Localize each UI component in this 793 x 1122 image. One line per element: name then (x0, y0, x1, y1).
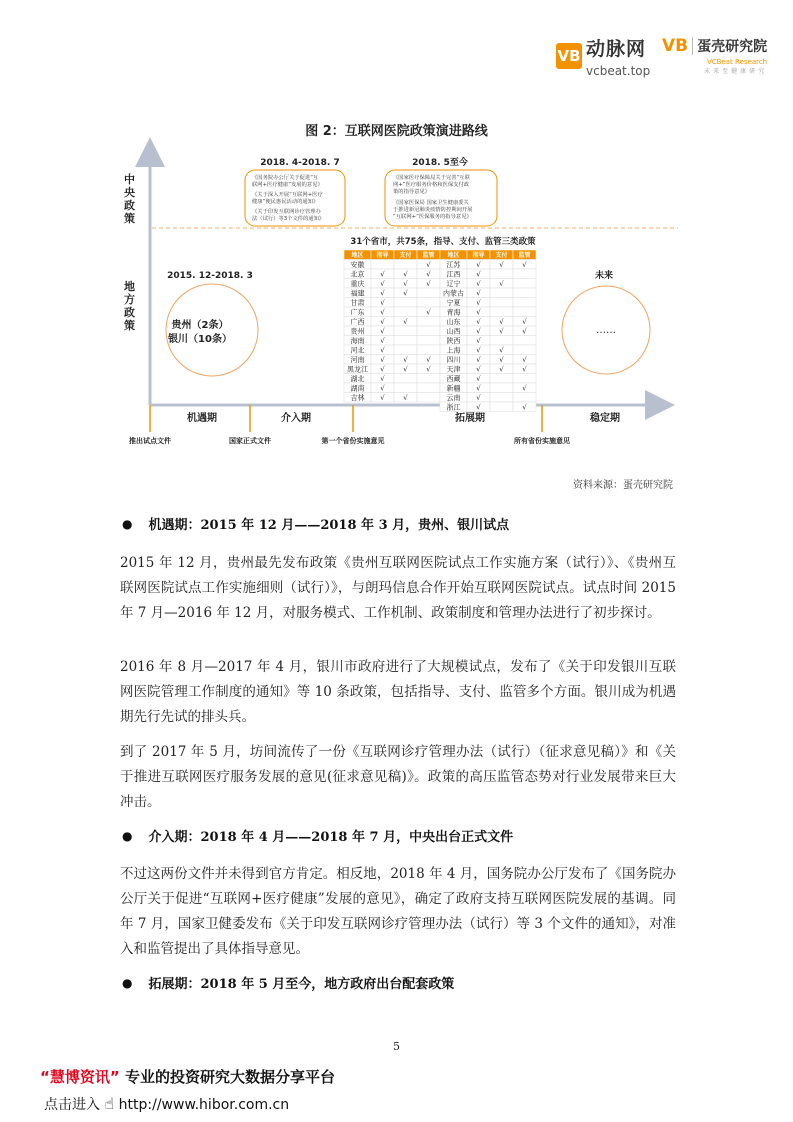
milestone-label-2: 国家正式文件 (229, 437, 271, 445)
future-label: 未来 (594, 271, 614, 281)
bullet-icon: ● (122, 975, 133, 990)
table-check: √ (403, 356, 408, 364)
vcbeat-research-sub: VCBeat Research (706, 58, 768, 66)
table-check: √ (499, 261, 504, 269)
table-region: 宁夏 (446, 299, 461, 307)
table-region: 湖北 (350, 375, 365, 383)
table-cell (371, 260, 394, 270)
table-cell (490, 298, 513, 308)
footer-ad-text: 专业的投资研究大数据分享平台 (124, 1068, 335, 1086)
footer-link-prefix: 点击进入 (44, 1097, 100, 1113)
table-check: √ (522, 356, 527, 364)
table-check: √ (476, 346, 481, 355)
table-check: √ (426, 308, 431, 317)
section-heading-2 (120, 826, 513, 845)
table-check: √ (499, 280, 504, 288)
table-region: 广西 (350, 318, 365, 326)
table-cell (417, 345, 440, 355)
table-cell (490, 269, 513, 279)
bullet-icon: ● (122, 516, 133, 531)
milestone-label-1: 推出试点文件 (129, 437, 171, 445)
period-label-1: 机遇期 (187, 413, 217, 424)
paragraph-2: 2016 年 8 月—2017 年 4 月，银川市政府进行了大规模试点，发布了《关于印发银川互联网医院管理工作制度的通知》等 10 条政策，包括指导、支付、监管多个方面。银川成为机遇期先行先试的排头兵。 (120, 659, 676, 725)
table-cell (394, 260, 417, 270)
table-check: √ (380, 365, 385, 374)
table-region: 湖南 (350, 384, 365, 393)
table-check: √ (476, 337, 481, 345)
table-region: 内蒙古 (443, 289, 464, 298)
section-heading-2-text: 介入期：2018 年 4 月——2018 年 7 月，中央出台正式文件 (148, 830, 514, 845)
table-check: √ (499, 356, 504, 364)
table-region: 西藏 (446, 375, 461, 383)
table-region: 甘肃 (350, 299, 365, 307)
table-cell (394, 298, 417, 308)
table-check: √ (380, 384, 385, 393)
table-check: √ (380, 356, 385, 364)
table-check: √ (380, 280, 385, 288)
vcbeat-research-mark: VB (662, 36, 689, 56)
box1-text: 《国务院办公厅关于促进“互 联网+医疗健康”发展的意见》 《关于深入开展“互联网+医疗 健康”便民惠民活动的通知》 《关于印发互联网诊疗管理办 法（试行）等3个文件的通知》 (252, 175, 325, 222)
table-cell (394, 374, 417, 384)
footer-ad-brand: “慧博资讯” (40, 1068, 120, 1086)
table-header-label: 支付 (399, 252, 412, 259)
table-check: √ (499, 327, 504, 336)
table-check: √ (522, 261, 527, 269)
table-check: √ (380, 318, 385, 326)
table-cell (417, 288, 440, 298)
table-header-label: 指导 (376, 252, 389, 259)
table-check: √ (380, 270, 385, 279)
table-check: √ (499, 318, 504, 326)
trial-line-1: 贵州（2条） (171, 320, 229, 331)
table-check: √ (476, 384, 481, 393)
table-cell (490, 402, 513, 412)
table-header-label: 支付 (495, 252, 508, 259)
table-cell (394, 383, 417, 393)
table-check: √ (426, 270, 431, 279)
table-check: √ (380, 375, 385, 383)
milestone-label-4: 所有省份实施意见 (514, 437, 570, 445)
table-cell (513, 374, 536, 384)
table-region: 四川 (446, 356, 461, 364)
table-cell (417, 393, 440, 403)
table-region: 新疆 (446, 384, 461, 393)
table-check: √ (476, 299, 481, 307)
table-check: √ (380, 337, 385, 345)
table-header-label: 监管 (518, 252, 531, 259)
table-cell (394, 345, 417, 355)
table-cell (513, 336, 536, 346)
paragraph-4: 不过这两份文件并未得到官方肯定。相反地，2018 年 4 月，国务院办公厅发布了《国务院办公厅关于促进“互联网+医疗健康”发展的意见》，确定了政府支持互联网医院发展的基调。同年 7 月，国家卫健委发布《关于印发互联网诊疗管理办法（试行）等 3 个文件的通知》，对准入和监管提出了具体指导意见。 (120, 866, 676, 957)
table-cell (394, 326, 417, 336)
table-cell (513, 279, 536, 289)
table-check: √ (522, 365, 527, 374)
province-policy-table (344, 250, 536, 412)
y-label-central: 中央政策 (124, 173, 135, 225)
table-header-label: 监管 (422, 252, 435, 259)
table-cell (513, 298, 536, 308)
table-region: 云南 (446, 394, 461, 402)
table-check: √ (380, 394, 385, 402)
table-cell (417, 326, 440, 336)
table-region: 江苏 (446, 261, 461, 269)
table-header-label: 指导 (472, 252, 485, 259)
hibor-link[interactable]: http://www.hibor.com.cn (118, 1097, 290, 1113)
table-region: 黑龙江 (347, 365, 368, 374)
table-cell (490, 383, 513, 393)
table-check: √ (476, 356, 481, 364)
table-cell (417, 374, 440, 384)
table-check: √ (476, 308, 481, 317)
table-cell (490, 307, 513, 317)
table-cell (394, 336, 417, 346)
table-cell (513, 288, 536, 298)
table-check: √ (426, 356, 431, 364)
table-check: √ (522, 327, 527, 336)
table-check: √ (476, 261, 481, 269)
table-check: √ (426, 365, 431, 374)
table-region: 北京 (350, 270, 365, 279)
table-cell (417, 298, 440, 308)
table-check: √ (426, 261, 431, 269)
box2-date: 2018. 5至今 (412, 158, 468, 168)
footer-ad (40, 1066, 335, 1087)
table-cell (490, 288, 513, 298)
table-cell (417, 317, 440, 327)
vcbeat-research-name: 蛋壳研究院 (697, 39, 768, 55)
table-cell (513, 345, 536, 355)
table-cell (394, 307, 417, 317)
table-check: √ (522, 403, 527, 412)
table-region: 山东 (446, 318, 461, 326)
table-cell (513, 269, 536, 279)
vcbeat-logo-name: 动脉网 (586, 38, 647, 60)
table-region: 上海 (446, 346, 461, 355)
table-check: √ (380, 289, 385, 298)
table-check: √ (403, 270, 408, 279)
table-cell (490, 393, 513, 403)
table-check: √ (499, 346, 504, 355)
section-heading-1 (120, 514, 509, 533)
figure-source: 资料来源：蛋壳研究院 (573, 480, 673, 491)
table-check: √ (403, 318, 408, 326)
table-check: √ (403, 365, 408, 374)
table-region: 重庆 (350, 280, 365, 288)
bullet-icon: ● (122, 828, 133, 843)
milestone-label-3: 第一个省份实施意见 (321, 437, 385, 445)
table-region: 天津 (446, 365, 461, 374)
table-region: 贵州 (350, 327, 365, 336)
table-check: √ (380, 327, 385, 336)
table-region: 浙江 (446, 403, 461, 412)
table-region: 广东 (350, 308, 365, 317)
table-check: √ (522, 384, 527, 393)
table-region: 江西 (446, 270, 461, 279)
table-cell (417, 383, 440, 393)
table-header-label: 地区 (447, 252, 460, 259)
trial-date: 2015. 12-2018. 3 (167, 271, 253, 281)
table-region: 青海 (446, 308, 461, 317)
period-label-3: 拓展期 (455, 413, 485, 424)
paragraph-3: 到了 2017 年 5 月，坊间流传了一份《互联网诊疗管理办法（试行）（征求意见稿）》和《关于推进互联网医疗服务发展的意见(征求意见稿)》。政策的高压监管态势对行业发展带来巨大冲击。 (120, 744, 676, 810)
vcbeat-logo-url: vcbeat.top (586, 64, 651, 78)
table-check: √ (426, 280, 431, 288)
table-cell (417, 336, 440, 346)
paragraph-1: 2015 年 12 月，贵州最先发布政策《贵州互联网医院试点工作实施方案（试行）》、《贵州互联网医院试点工作实施细则（试行）》，与朗玛信息合作开始互联网医院试点。试点时间 2015 年 7 月—2016 年 12 月，对服务模式、工作机制、政策制度和管理办法进行了初步探讨。 (120, 555, 676, 621)
table-check: √ (522, 318, 527, 326)
table-cell (490, 374, 513, 384)
table-check: √ (380, 346, 385, 355)
table-cell (513, 393, 536, 403)
table-check: √ (403, 280, 408, 288)
table-header-label: 地区 (351, 252, 364, 259)
box1-date: 2018. 4-2018. 7 (260, 158, 340, 168)
section-heading-3 (120, 973, 454, 992)
table-check: √ (476, 375, 481, 383)
section-heading-3-text: 拓展期：2018 年 5 月至今，地方政府出台配套政策 (148, 977, 455, 992)
table-check: √ (476, 327, 481, 336)
y-label-local: 地方政策 (124, 280, 135, 332)
footer-link-line (44, 1094, 289, 1114)
table-region: 辽宁 (446, 280, 461, 288)
table-check: √ (403, 289, 408, 298)
table-cell (513, 307, 536, 317)
table-check: √ (476, 270, 481, 279)
period-label-2: 介入期 (281, 413, 311, 424)
future-dots: …… (596, 325, 616, 336)
table-check: √ (380, 299, 385, 307)
period-label-4: 稳定期 (590, 413, 620, 424)
table-check: √ (476, 280, 481, 288)
table-check: √ (476, 365, 481, 374)
table-region: 海南 (350, 337, 365, 345)
table-check: √ (476, 318, 481, 326)
table-cell (490, 336, 513, 346)
table-region: 河北 (350, 346, 365, 355)
page-number: 5 (393, 1040, 400, 1053)
figure-title: 图 2：互联网医院政策演进路线 (305, 124, 488, 139)
table-title: 31个省市，共75条，指导、支付、监管三类政策 (350, 237, 536, 247)
table-region: 福建 (350, 289, 365, 298)
table-check: √ (499, 365, 504, 374)
vcbeat-research-sub2: 未来至健康研究 (704, 68, 768, 75)
table-region: 安徽 (350, 261, 365, 269)
vcbeat-logo-mark: VB (556, 43, 582, 69)
hand-pointer-icon: ☝ (104, 1094, 115, 1113)
table-check: √ (476, 403, 481, 412)
trial-line-2: 银川（10条） (168, 334, 232, 345)
policy-evolution-diagram (0, 0, 793, 470)
table-region: 吉林 (350, 394, 365, 402)
table-region: 陕西 (446, 337, 461, 345)
table-region: 河南 (350, 356, 365, 364)
table-check: √ (403, 394, 408, 402)
table-check: √ (380, 308, 385, 317)
table-region: 山西 (446, 327, 461, 336)
table-check: √ (476, 394, 481, 402)
section-heading-1-text: 机遇期：2015 年 12 月——2018 年 3 月，贵州、银川试点 (148, 518, 510, 533)
table-check: √ (476, 289, 481, 298)
box2-text: 《国家医疗保障局关于完善“互联 网+”医疗服务价格和医保支付政 策的指导意见》 《国家医保局 国家卫生健康委关 于推进新冠肺炎疫情防控期间开展 “互联网+”医保服务的指导意见》 (393, 175, 473, 220)
